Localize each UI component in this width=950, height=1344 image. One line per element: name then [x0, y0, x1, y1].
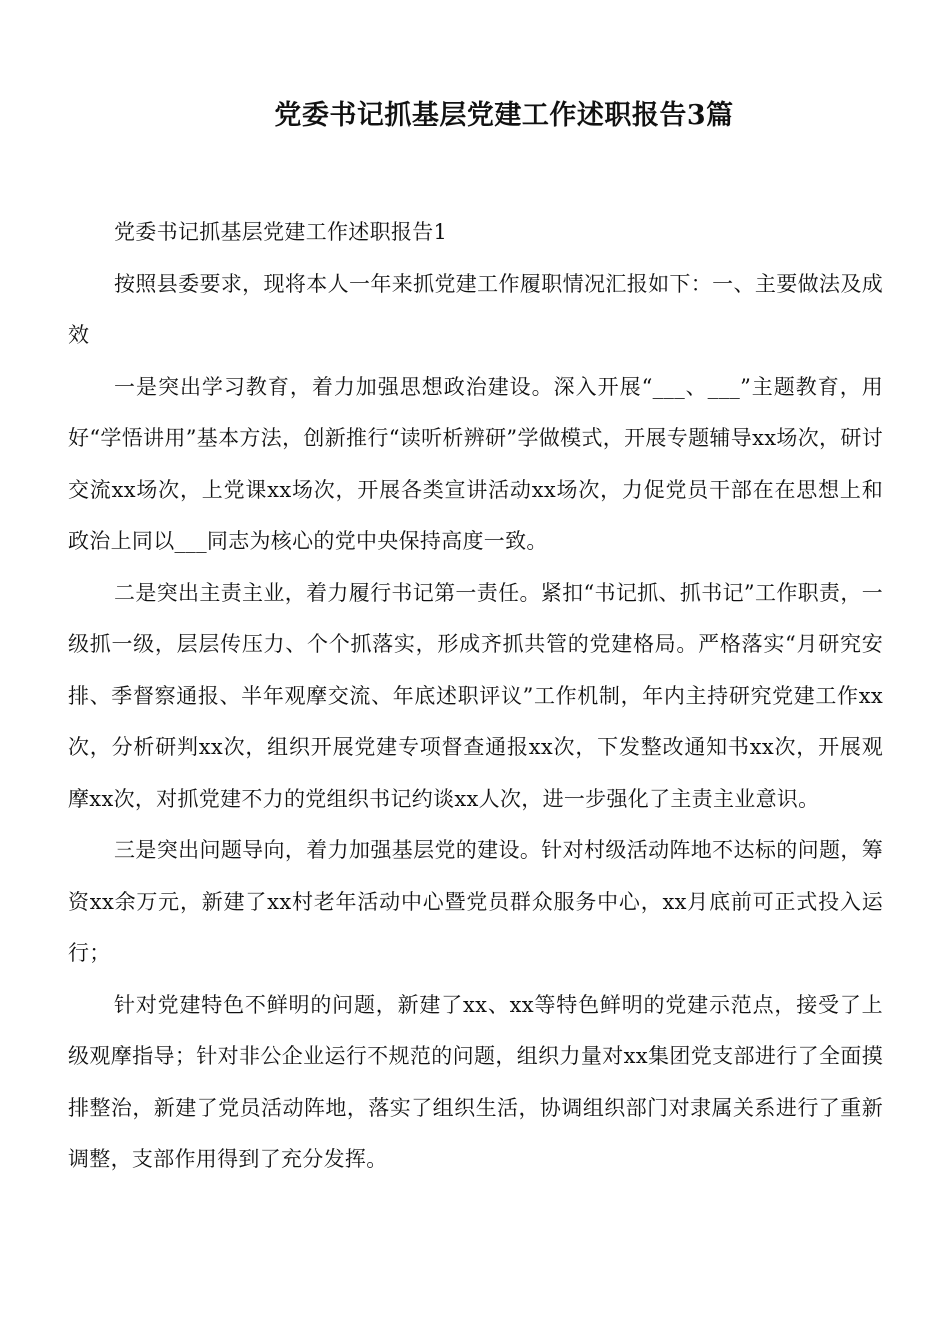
intro-paragraph: 按照县委要求，现将本人一年来抓党建工作履职情况汇报如下：一、主要做法及成效	[68, 271, 883, 347]
paragraph-problem-oriented: 三是突出问题导向，着力加强基层党的建设。针对村级活动阵地不达标的问题，筹资xx余万元，新建了xx村老年活动中心暨党员群众服务中心，xx月底前可正式投入运行；	[68, 838, 883, 965]
paragraph-party-features: 针对党建特色不鲜明的问题，新建了xx、xx等特色鲜明的党建示范点，接受了上级观摩指导；针对非公企业运行不规范的问题，组织力量对xx集团党支部进行了全面摸排整治，新建了党员活动阵地，落实了组织生活，协调组织部门对隶属关系进行了重新调整，支部作用得到了充分发挥。	[68, 992, 883, 1171]
document-body	[68, 207, 883, 1186]
paragraph-study-education: 一是突出学习教育，着力加强思想政治建设。深入开展“___、___”主题教育，用好“学悟讲用”基本方法，创新推行“读听析辨研”学做模式，开展专题辅导xx场次，研讨交流xx场次，上党课xx场次，开展各类宣讲活动xx场次，力促党员干部在在思想上和政治上同以___同志为核心的党中央保持高度一致。	[68, 374, 883, 553]
section-heading: 党委书记抓基层党建工作述职报告1	[114, 220, 448, 244]
paragraph-main-responsibility: 二是突出主责主业，着力履行书记第一责任。紧扣“书记抓、抓书记”工作职责，一级抓一级，层层传压力、个个抓落实，形成齐抓共管的党建格局。严格落实“月研究安排、季督察通报、半年观摩交流、年底述职评议”工作机制，年内主持研究党建工作xx次，分析研判xx次，组织开展党建专项督查通报xx次，下发整改通知书xx次，开展观摩xx次，对抓党建不力的党组织书记约谈xx人次，进一步强化了主责主业意识。	[68, 580, 883, 811]
document-title: 党委书记抓基层党建工作述职报告3篇	[274, 100, 734, 131]
